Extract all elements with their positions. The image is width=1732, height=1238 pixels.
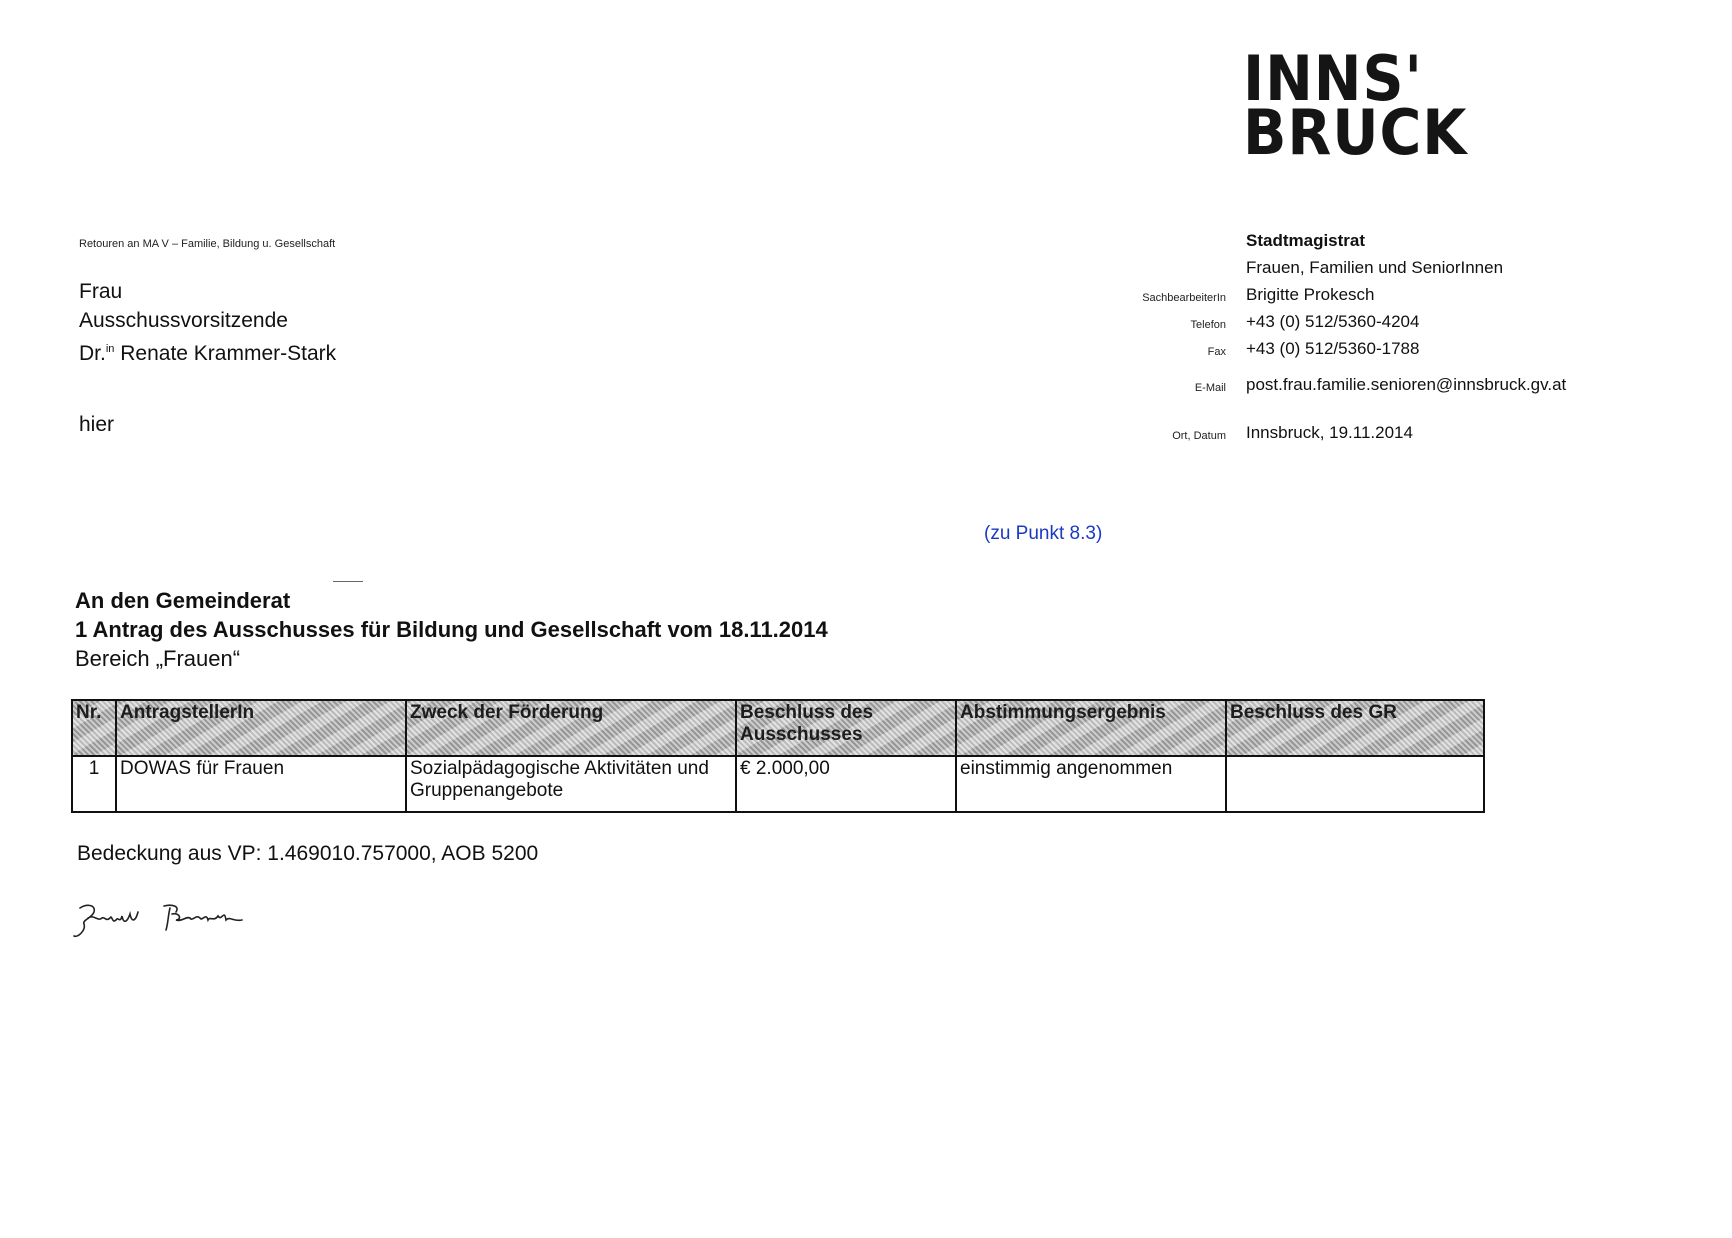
document-heading [75, 586, 828, 673]
budget-coverage: Bedeckung aus VP: 1.469010.757000, AOB 5200 [77, 842, 539, 865]
heading-area: Bereich „Frauen“ [75, 646, 241, 671]
cell-purpose: Sozialpädagogische Aktivitäten und Gruppenangebote [406, 756, 736, 812]
cell-nr: 1 [72, 756, 116, 812]
table-row [72, 756, 1484, 812]
value-phone: +43 (0) 512/5360-4204 [1246, 312, 1420, 331]
recipient-title: Dr. [79, 342, 106, 365]
agenda-reference: (zu Punkt 8.3) [984, 523, 1103, 544]
value-place-date: Innsbruck, 19.11.2014 [1246, 423, 1413, 442]
scan-artifact-line [333, 581, 363, 582]
label-fax: Fax [1207, 346, 1226, 358]
innsbruck-logo [1243, 42, 1468, 169]
label-phone: Telefon [1190, 319, 1226, 331]
col-header-nr: Nr. [72, 700, 116, 756]
recipient-name-line [79, 335, 336, 368]
value-email: post.frau.familie.senioren@innsbruck.gv.at [1246, 375, 1567, 394]
col-header-committee-decision: Beschluss des Ausschusses [736, 700, 956, 756]
col-header-council-decision: Beschluss des GR [1226, 700, 1484, 756]
col-header-vote-result: Abstimmungsergebnis [956, 700, 1226, 756]
label-place-date: Ort, Datum [1172, 430, 1226, 442]
heading-motion: 1 Antrag des Ausschusses für Bildung und Gesellschaft vom 18.11.2014 [75, 617, 828, 642]
recipient-name: Renate Krammer-Stark [114, 342, 337, 365]
return-note: Retouren an MA V – Familie, Bildung u. Gesellschaft [79, 238, 336, 250]
logo-line-1: INNS' [1243, 42, 1423, 115]
cell-council-decision [1226, 756, 1484, 812]
col-header-applicant: AntragstellerIn [116, 700, 406, 756]
sender-department: Frauen, Familien und SeniorInnen [1246, 258, 1504, 277]
label-email: E-Mail [1194, 382, 1226, 394]
value-case-worker: Brigitte Prokesch [1246, 285, 1375, 304]
heading-addressee: An den Gemeinderat [75, 588, 291, 613]
recipient-location: hier [79, 413, 115, 436]
cell-committee-decision: € 2.000,00 [736, 756, 956, 812]
recipient-title-sup: in [105, 343, 115, 355]
label-case-worker: SachbearbeiterIn [1142, 292, 1226, 304]
motion-table [71, 699, 1485, 813]
sender-org: Stadtmagistrat [1246, 231, 1366, 250]
logo-line-2: BRUCK [1243, 96, 1468, 169]
cell-applicant: DOWAS für Frauen [116, 756, 406, 812]
recipient-address [79, 277, 336, 368]
table-header-row [72, 700, 1484, 756]
recipient-salutation: Frau [79, 280, 123, 303]
col-header-purpose: Zweck der Förderung [406, 700, 736, 756]
recipient-role: Ausschussvorsitzende [79, 309, 288, 332]
cell-vote-result: einstimmig angenommen [956, 756, 1226, 812]
handwritten-signature [72, 896, 272, 951]
value-fax: +43 (0) 512/5360-1788 [1246, 339, 1420, 358]
signature-graphic [72, 896, 272, 946]
